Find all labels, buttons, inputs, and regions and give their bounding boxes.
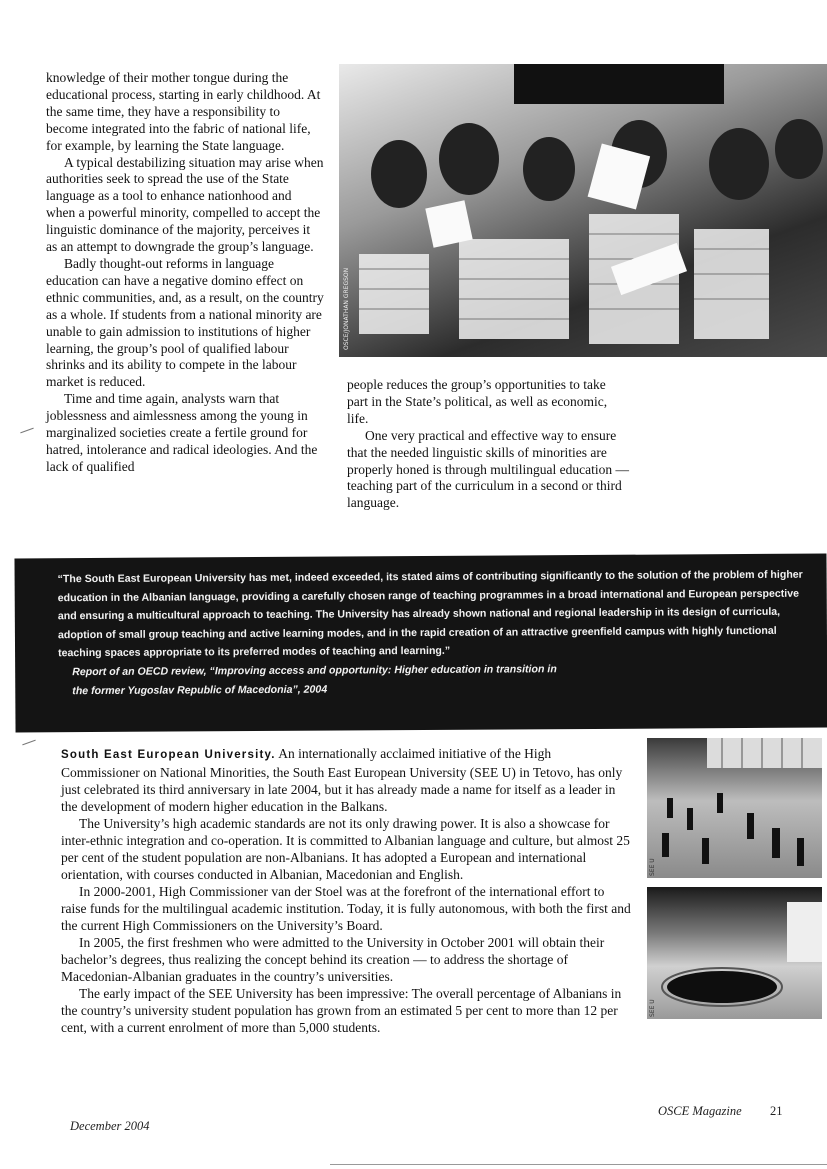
paragraph: In 2000-2001, High Commissioner van der Stoel was at the forefront of the international effort to raise funds for the multilingual academic institution. Today, it is fully autonomous, with both the first and the current High Commissioners on the University’s Board.	[61, 884, 631, 933]
photo-credit: SEE U	[649, 858, 656, 876]
students-books-illustration	[339, 64, 827, 357]
paragraph-text: An internationally acclaimed initiative of the High Commissioner on National Minorities, the South East European University (SEE U) in Tetovo, has only just celebrated its third anniversary in late 2004, but it has already made a name for itself as a leader in the development of modern higher education in the Balkans.	[61, 746, 623, 814]
bottom-scan-line	[330, 1164, 827, 1165]
margin-mark	[22, 740, 35, 746]
quote-source: Report of an OECD review, “Improving access and opportunity: Higher education in transition in	[72, 663, 557, 679]
paragraph: Time and time again, analysts warn that joblessness and aimlessness among the young in marginalized societies create a fertile ground for hatred, intolerance and radical ideologies. And the lack of qualified	[46, 391, 318, 474]
photo-credit: SEE U	[649, 999, 656, 1017]
paragraph: Badly thought-out reforms in language education can have a negative domino effect on ethnic communities, and, as a result, on the country as a whole. If students from a national minority are unable to gain admission to institutions of higher learning, the group’s pool of qualified labour shrinks and its ability to compete in the labour market is reduced.	[46, 255, 324, 390]
paragraph: One very practical and effective way to ensure that the needed linguistic skills of minorities are properly honed is through multilingual education — teaching part of the curriculum in a second or third language.	[347, 427, 629, 511]
students-books-photo	[339, 64, 827, 357]
right-column	[347, 377, 629, 512]
left-column	[46, 70, 324, 476]
article-lead-label: South East European University.	[61, 749, 276, 761]
quote-text: “The South East European University has met, indeed exceeded, its stated aims of contributing significantly to the solution of the problem of higher education in the Albanian language, providing a carefully chosen range of teaching programmes in a broad international and European perspective and ensuring a multicultural approach to teaching. The University has already shown national and regional leadership in its design of curricula, adoption of small group teaching and active learning modes, and in the rapid creation of an attractive greenfield campus with highly functional teaching spaces appropriate to its preferred modes of teaching and learning.”	[57, 568, 803, 660]
paragraph: The University’s high academic standards are not its only drawing power. It is also a showcase for inter-ethnic integration and co-operation. It is committed to Albanian language and culture, but almost 25 per cent of the student population are non-Albanians. It has adopted a European and international orientation, with courses conducted in Albanian, Macedonian and English.	[61, 816, 630, 882]
margin-mark	[20, 428, 33, 434]
quote-source: the former Yugoslav Republic of Macedonia”, 2004	[72, 683, 328, 697]
campus-crowd-photo	[647, 738, 822, 878]
campus-plaza-photo	[647, 887, 822, 1019]
paragraph: knowledge of their mother tongue during the educational process, starting in early childhood. At the same time, they have a responsibility to become integrated into the fabric of national life, for example, by learning the State language.	[46, 70, 321, 153]
oecd-quote-box	[14, 554, 827, 733]
paragraph: The early impact of the SEE University has been impressive: The overall percentage of Albanians in the country’s university student population has grown from an estimated 5 per cent to more than 12 per cent, with a current enrolment of more than 5,000 students.	[61, 986, 622, 1035]
paragraph	[61, 745, 633, 815]
footer-date: December 2004	[70, 1119, 150, 1133]
paragraph: people reduces the group’s opportunities to take part in the State’s political, as well as economic, life.	[347, 377, 608, 426]
paragraph: In 2005, the first freshmen who were admitted to the University in October 2001 will obtain their bachelor’s degrees, thus realizing the concept behind its creation — to address the shortage of Macedonian-Albanian graduates in the country’s universities.	[61, 935, 605, 984]
photo-credit: OSCE/JONATHAN GREGSON	[343, 267, 350, 350]
article-body	[61, 745, 633, 1036]
campus-crowd-illustration	[647, 738, 822, 878]
paragraph: A typical destabilizing situation may arise when authorities seek to spread the use of the State language as a tool to enhance nationhood and when a powerful minority, compelled to accept the linguistic dominance of the majority, perceives it as an attempt to downgrade the group’s language.	[46, 154, 324, 255]
footer-magazine: OSCE Magazine	[658, 1104, 742, 1118]
page-number: 21	[770, 1104, 783, 1118]
campus-plaza-illustration	[647, 887, 822, 1019]
